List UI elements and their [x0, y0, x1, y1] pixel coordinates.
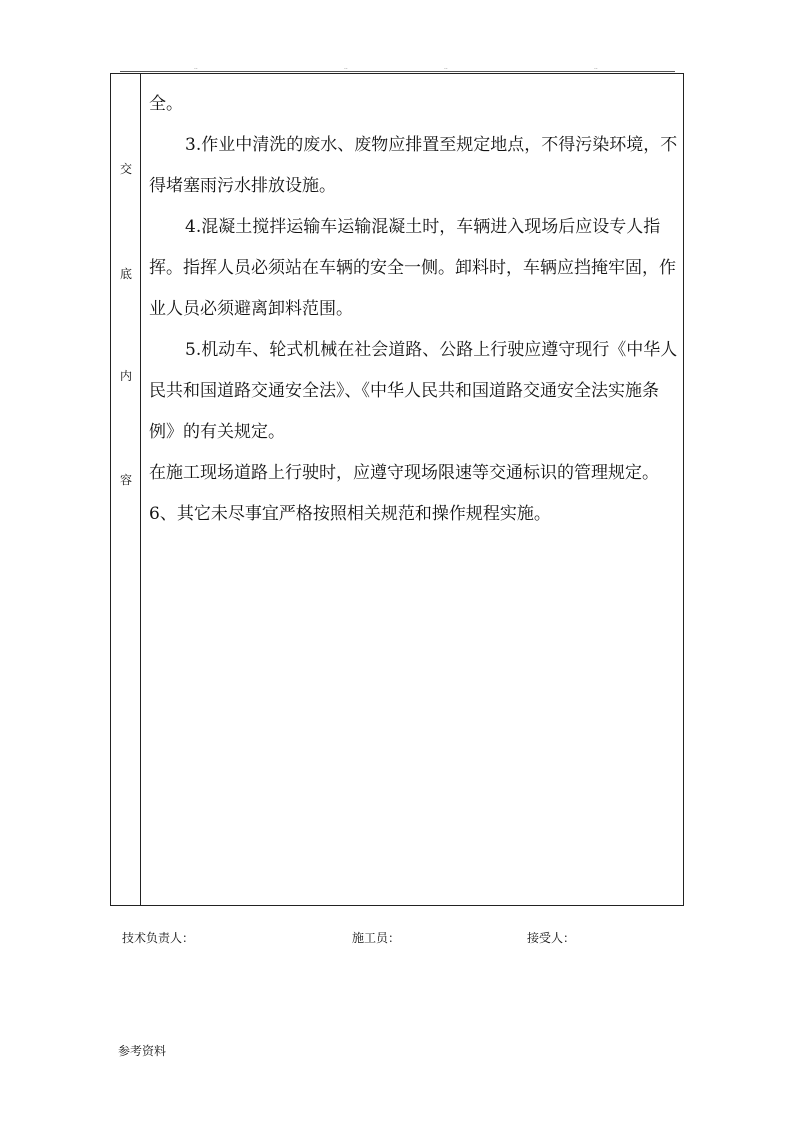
content-paragraph: 3.作业中清洗的废水、废物应排置至规定地点，不得污染环境，不得堵塞雨污水排放设施。: [149, 135, 678, 196]
constructor-signature-label: 施工员：: [352, 931, 401, 945]
disclosure-content: [149, 84, 681, 535]
content-paragraph: 5.机动车、轮式机械在社会道路、公路上行驶应遵守现行《中华人民共和国道路交通安全法》、《中华人民共和国道路交通安全法实施条例》的有关规定。: [149, 340, 678, 442]
header-dots: [120, 64, 680, 70]
side-label: 内: [119, 369, 132, 383]
header-dot: ..: [444, 64, 448, 71]
header-rule: [120, 71, 675, 72]
side-label: 交: [119, 162, 132, 176]
disclosure-table: [110, 73, 684, 906]
content-paragraph: 6、其它未尽事宜严格按照相关规范和操作规程实施。: [149, 504, 551, 524]
content-paragraph: 在施工现场道路上行驶时，应遵守现场限速等交通标识的管理规定。: [149, 463, 659, 483]
footer-note: 参考资料: [118, 1044, 167, 1058]
content-paragraph: 全。: [149, 94, 183, 114]
header-dot: ..: [194, 64, 198, 71]
tech-lead-signature-label: 技术负责人：: [122, 931, 195, 945]
content-paragraph: 4.混凝土搅拌运输车运输混凝土时，车辆进入现场后应设专人指挥。指挥人员必须站在车辆的安全一侧。卸料时，车辆应挡掩牢固，作业人员必须避离卸料范围。: [149, 217, 676, 319]
side-label: 底: [119, 267, 132, 281]
side-label-column: [111, 74, 141, 905]
header-dot: ..: [344, 64, 348, 71]
side-label: 容: [119, 473, 132, 487]
header-dot: ..: [594, 64, 598, 71]
receiver-signature-label: 接受人：: [527, 931, 576, 945]
